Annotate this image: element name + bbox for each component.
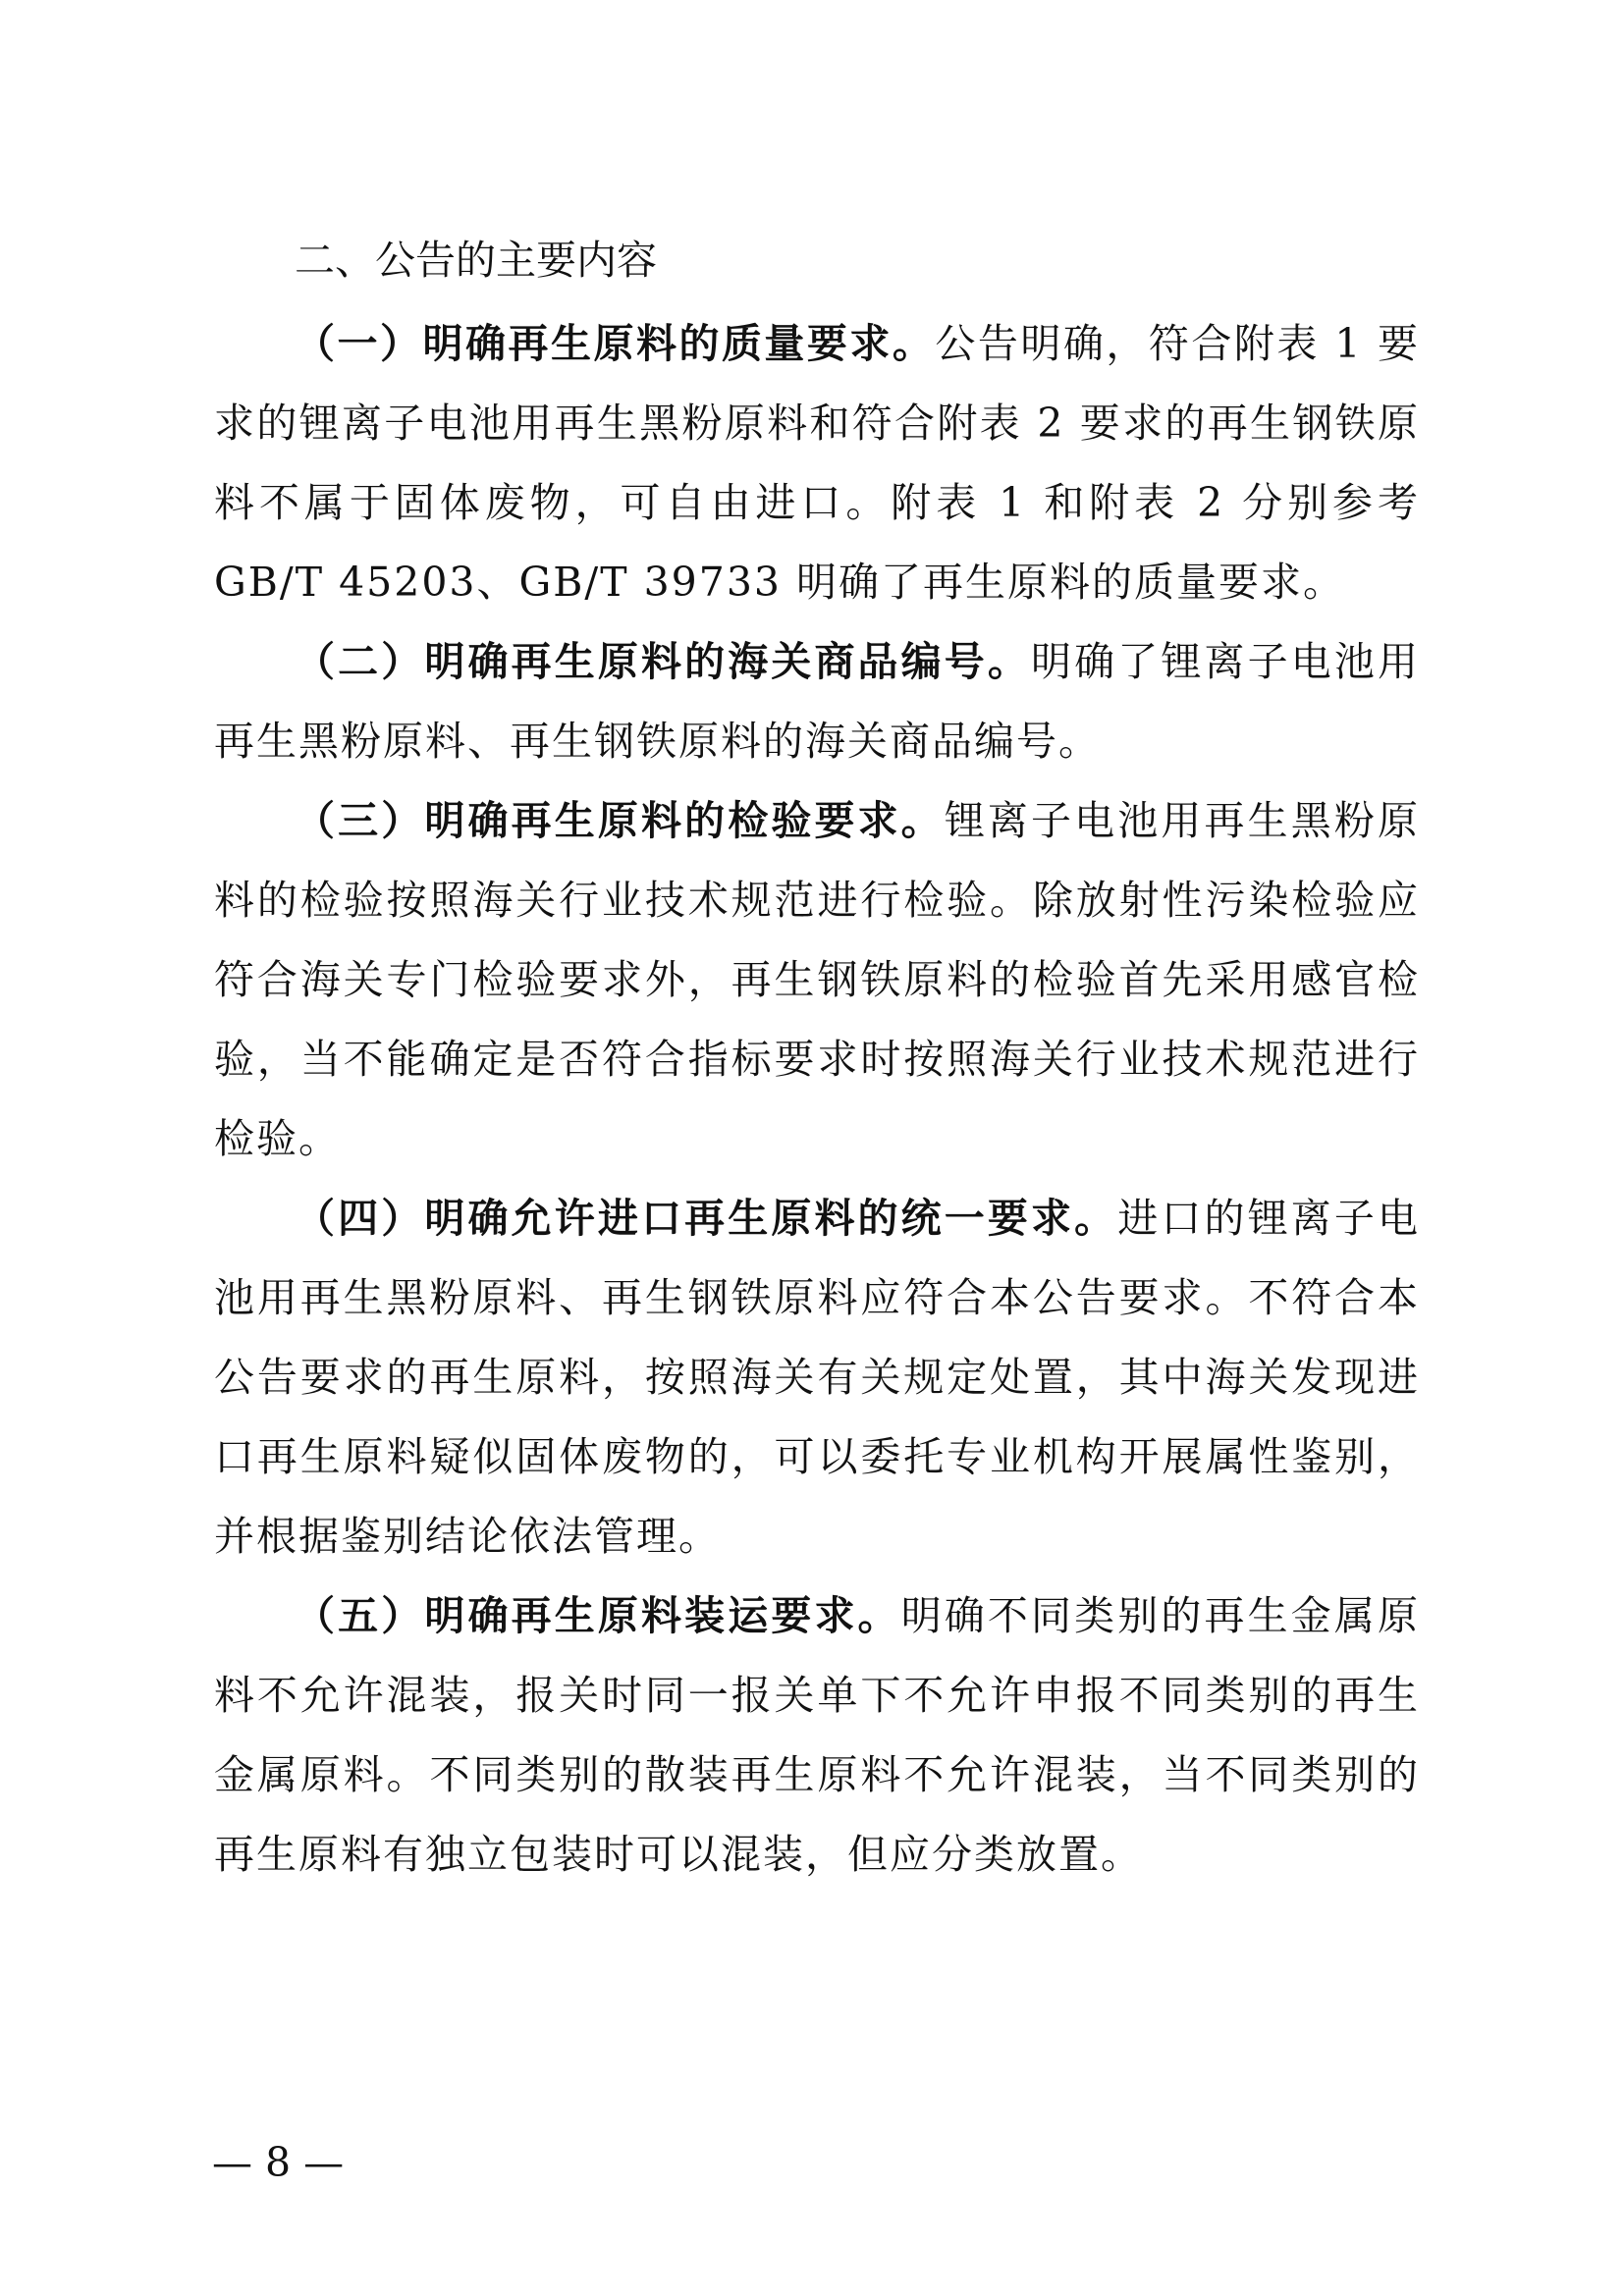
section-heading: 二、公告的主要内容 (295, 237, 657, 284)
paragraph-5-body: 明确不同类别的再生金属原料不允许混装，报关时同一报关单下不允许申报不同类别的再生金属原料。不同类别的散装再生原料不允许混装，当不同类别的再生原料有独立包装时可以混装，但应分类放置。 (214, 1592, 1421, 1878)
paragraph-1-body: 公告明确，符合附表 1 要求的锂离子电池用再生黑粉原料和符合附表 2 要求的再生钢铁原料不属于固体废物，可自由进口。附表 1 和附表 2 分别参考 GB/T 45203、GB/T 39733 明确了再生原料的质量要求。 (214, 320, 1421, 606)
paragraph-2-lead: （二）明确再生原料的海关商品编号。 (295, 638, 1032, 685)
paragraph-3-body: 锂离子电池用再生黑粉原料的检验按照海关行业技术规范进行检验。除放射性污染检验应符合海关专门检验要求外，再生钢铁原料的检验首先采用感官检验，当不能确定是否符合指标要求时按照海关行业技术规范进行检验。 (214, 797, 1421, 1162)
paragraph-1-lead: （一）明确再生原料的质量要求。 (295, 320, 936, 367)
paragraph-1 (214, 304, 1420, 622)
page-number: — 8 — (212, 2139, 345, 2186)
paragraph-5-lead: （五）明确再生原料装运要求。 (295, 1592, 901, 1639)
paragraph-2-body: 明确了锂离子电池用再生黑粉原料、再生钢铁原料的海关商品编号。 (214, 638, 1421, 765)
paragraph-5 (214, 1576, 1420, 1895)
paragraph-4 (214, 1179, 1420, 1576)
paragraph-3 (214, 781, 1420, 1179)
paragraph-4-lead: （四）明确允许进口再生原料的统一要求。 (295, 1195, 1118, 1242)
paragraph-3-lead: （三）明确再生原料的检验要求。 (295, 797, 945, 844)
document-body (214, 216, 1420, 1895)
paragraph-2 (214, 622, 1420, 781)
paragraph-4-body: 进口的锂离子电池用再生黑粉原料、再生钢铁原料应符合本公告要求。不符合本公告要求的再生原料，按照海关有关规定处置，其中海关发现进口再生原料疑似固体废物的，可以委托专业机构开展属性鉴别，并根据鉴别结论依法管理。 (214, 1195, 1421, 1560)
